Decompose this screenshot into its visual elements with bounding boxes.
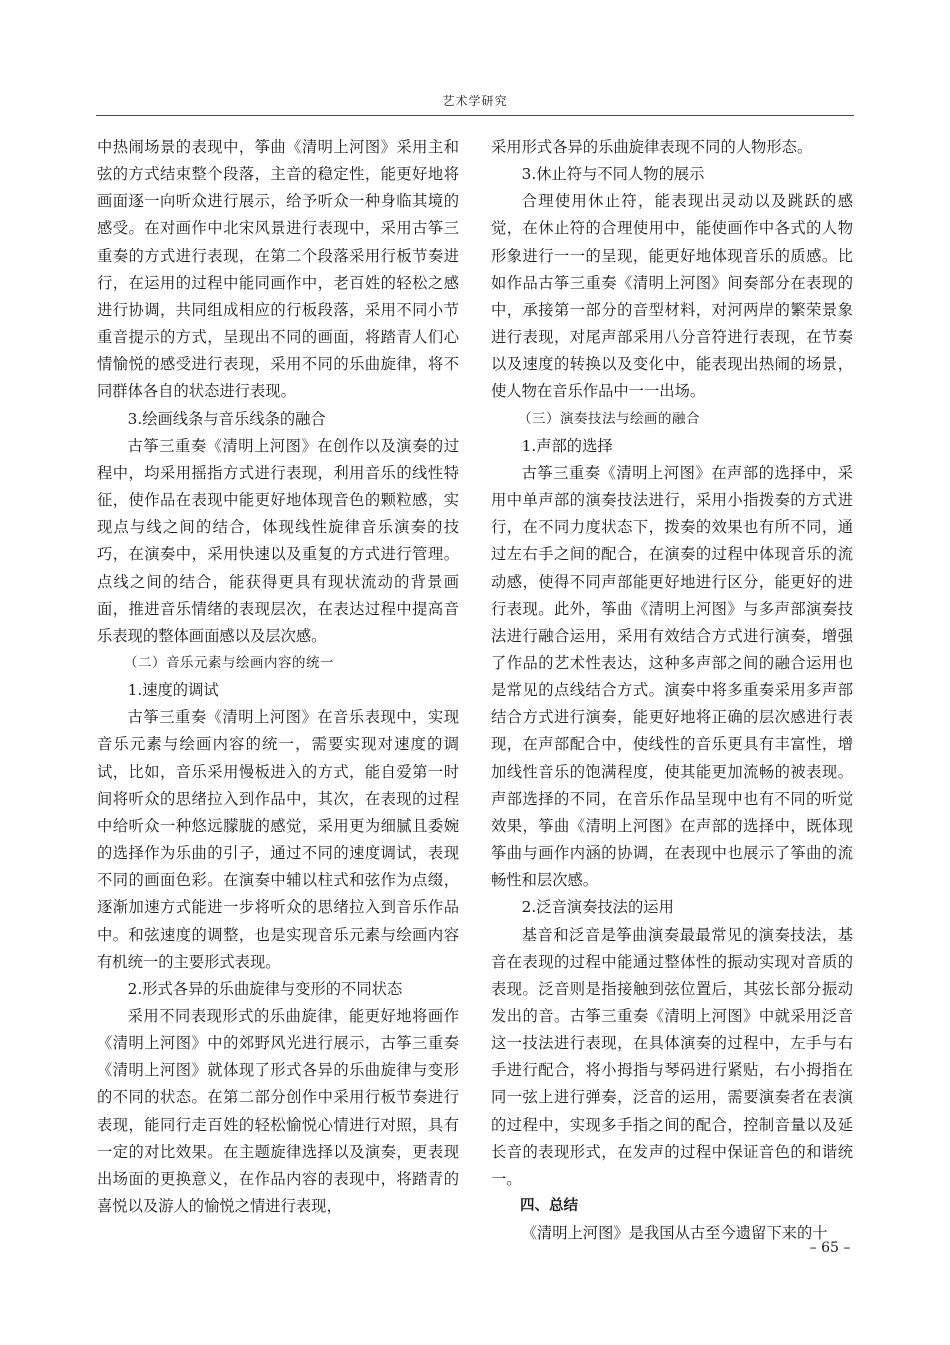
section-heading: （二）音乐元素与绘画内容的统一 [124, 654, 334, 671]
body-paragraph: 古筝三重奏《清明上河图》在创作以及演奏的过程中，均采用摇指方式进行表现，利用音乐的线性特征，使作品在表现中能更好地体现音色的颗粒感，实现点与线之间的结合，体现线性旋律音乐演奏的技巧，在演奏中，采用快速以及重复的方式进行管理。点线之间的结合，能获得更具有现状流动的背景画面，推进音乐情绪的表现层次，在表达过程中提高音乐表现的整体画面感以及层次感。 [97, 436, 459, 645]
subsection-heading: 1.声部的选择 [521, 436, 613, 455]
header-rule [96, 115, 854, 116]
page-number: – 65 – [809, 1240, 851, 1256]
chapter-heading: 四、总结 [520, 1198, 578, 1215]
continuation-paragraph: 采用形式各异的乐曲旋律表现不同的人物形态。 [491, 138, 813, 156]
body-paragraph: 采用不同表现形式的乐曲旋律，能更好地将画作《清明上河图》中的郊野风光进行展示，古筝三重奏《清明上河图》就体现了形式各异的乐曲旋律与变形的不同的状态。在第二部分创作中采用行板节奏进行表现，能同行走百姓的轻松愉悦心情进行对照，具有一定的对比效果。在主题旋律选择以及演奏，更表现出场面的更换意义，在作品内容的表现中，将踏青的喜悦以及游人的愉悦之情进行表现， [97, 1007, 459, 1216]
subsection-heading: 3.绘画线条与音乐线条的融合 [127, 409, 326, 428]
right-column [491, 134, 853, 1247]
subsection-heading: 3.休止符与不同人物的展示 [521, 165, 705, 184]
left-column [97, 134, 459, 1220]
section-heading: （三）演奏技法与绘画的融合 [518, 410, 700, 427]
body-paragraph: 合理使用休止符，能表现出灵动以及跳跃的感觉，在休止符的合理使用中，能使画作中各式的人物形象进行一一的呈现，能更好地体现音乐的质感。比如作品古筝三重奏《清明上河图》间奏部分在表现的中，承接第一部分的音型材料，对河两岸的繁荣景象进行表现，对尾声部采用八分音符进行表现，在节奏以及速度的转换以及变化中，能表现出热闹的场景，使人物在音乐作品中一一出场。 [491, 192, 853, 401]
subsection-heading: 1.速度的调试 [127, 681, 219, 700]
subsection-heading: 2.形式各异的乐曲旋律与变形的不同状态 [127, 979, 403, 998]
continuation-paragraph: 中热闹场景的表现中，筝曲《清明上河图》采用主和弦的方式结束整个段落，主音的稳定性，能更好地将画面逐一向听众进行展示，给予听众一种身临其境的感受。在对画作中北宋风景进行表现中，采用古筝三重奏的方式进行表现，在第二个段落采用行板节奏进行，在运用的过程中能同画作中，老百姓的轻松之感进行协调，共同组成相应的行板段落，采用不同小节重音提示的方式，呈现出不同的画面，将踏青人们心情愉悦的感受进行表现，采用不同的乐曲旋律，将不同群体各自的状态进行表现。 [97, 138, 459, 401]
running-header: 艺术学研究 [442, 94, 508, 108]
body-paragraph: 古筝三重奏《清明上河图》在声部的选择中，采用中单声部的演奏技法进行，采用小指拨奏的方式进行，在不同力度状态下，拨奏的效果也有所不同，通过左右手之间的配合，在演奏的过程中体现音乐的流动感，使得不同声部能更好地进行区分，能更好的进行表现。此外，筝曲《清明上河图》与多声部演奏技法进行融合运用，采用有效结合方式进行演奏，增强了作品的艺术性表达，这种多声部之间的融合运用也是常见的点线结合方式。演奏中将多重奏采用多声部结合方式进行演奏，能更好地将正确的层次感进行表现，在声部配合中，使线性的音乐更具有丰富性，增加线性音乐的饱满程度，使其能更加流畅的被表现。声部选择的不同，在音乐作品呈现中也有不同的听觉效果，筝曲《清明上河图》在声部的选择中，既体现筝曲与画作内涵的协调，在表现中也展示了筝曲的流畅性和层次感。 [491, 463, 853, 890]
body-paragraph: 《清明上河图》是我国从古至今遗留下来的十 [521, 1224, 828, 1243]
subsection-heading: 2.泛音演奏技法的运用 [521, 898, 674, 917]
body-paragraph: 古筝三重奏《清明上河图》在音乐表现中，实现音乐元素与绘画内容的统一，需要实现对速度的调试，比如，音乐采用慢板进入的方式，能自爱第一时间将听众的思绪拉入到作品中，其次，在表现的过程中给听众一种悠远朦胧的感觉，采用更为细腻且委婉的选择作为乐曲的引子，通过不同的速度调试，表现不同的画面色彩。在演奏中辅以柱式和弦作为点缀，逐渐加速方式能进一步将听众的思绪拉入到音乐作品中。和弦速度的调整，也是实现音乐元素与绘画内容有机统一的主要形式表现。 [97, 708, 459, 971]
body-paragraph: 基音和泛音是筝曲演奏最最常见的演奏技法，基音在表现的过程中能通过整体性的振动实现对音质的表现。泛音则是指接触到弦位置后，其弦长部分振动发出的音。古筝三重奏《清明上河图》中就采用泛音这一技法进行表现，在具体演奏的过程中，左手与右手进行配合，将小拇指与琴码进行紧贴，右小拇指在同一弦上进行弹奏，泛音的运用，需要演奏者在表演的过程中，实现多手指之间的配合，控制音量以及延长音的表现形式，在发声的过程中保证音色的和谐统一。 [491, 925, 853, 1188]
